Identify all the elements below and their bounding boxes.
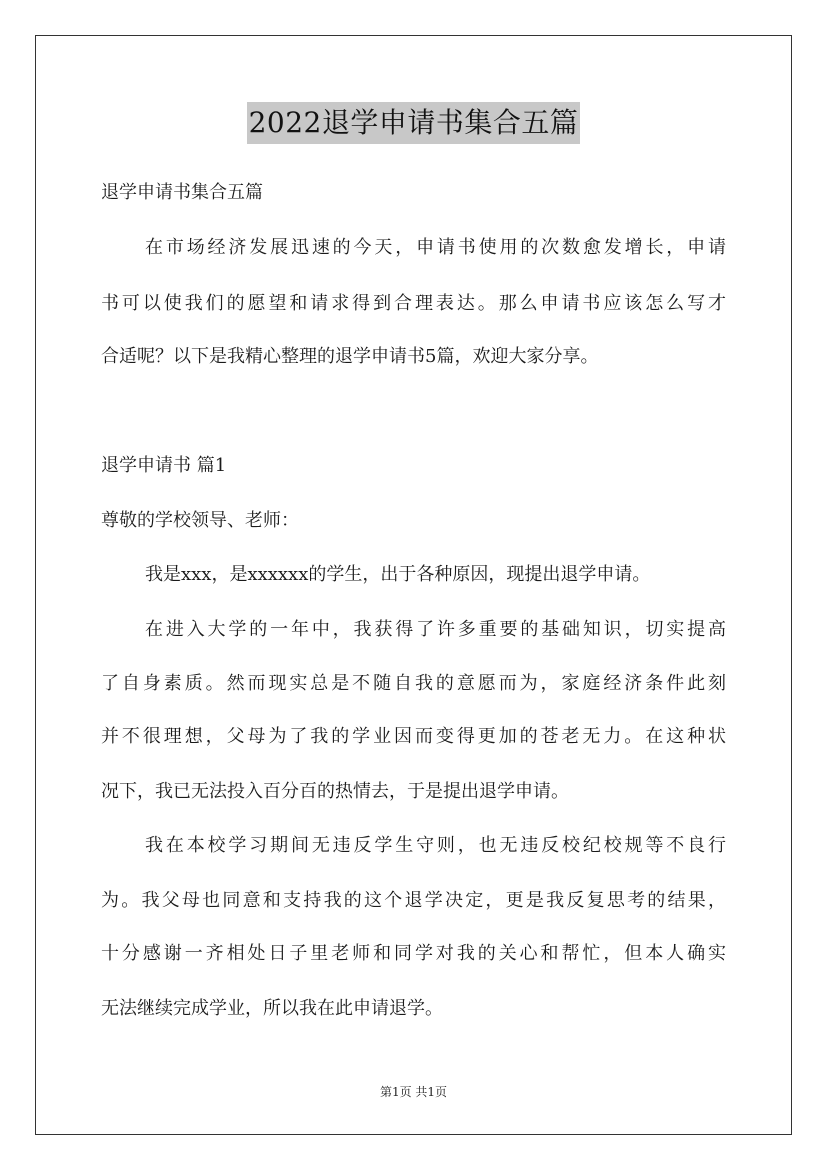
paragraph-3-line-3: 十分感谢一齐相处日子里老师和同学对我的关心和帮忙，但本人确实 [101, 943, 726, 964]
document-title: 2022退学申请书集合五篇 [247, 102, 581, 144]
intro-line-1: 在市场经济发展迅速的今天，申请书使用的次数愈发增长，申请 [145, 237, 726, 258]
page-footer: 第1页 共1页 [379, 1085, 448, 1099]
intro-line-3: 合适呢？以下是我精心整理的退学申请书5篇，欢迎大家分享。 [101, 346, 599, 367]
paragraph-3-line-1: 我在本校学习期间无违反学生守则，也无违反校纪校规等不良行 [145, 835, 726, 856]
salutation: 尊敬的学校领导、老师： [101, 510, 299, 531]
paragraph-2-line-1: 在进入大学的一年中，我获得了许多重要的基础知识，切实提高 [145, 619, 726, 640]
paragraph-3-line-2: 为。我父母也同意和支持我的这个退学决定，更是我反复思考的结果， [101, 890, 726, 911]
paragraph-1: 我是xxx，是xxxxxx的学生，出于各种原因，现提出退学申请。 [145, 564, 651, 585]
paragraph-3-line-4: 无法继续完成学业，所以我在此申请退学。 [101, 998, 443, 1019]
title-container [0, 102, 827, 144]
section-heading: 退学申请书 篇1 [101, 455, 227, 476]
document-subtitle: 退学申请书集合五篇 [101, 182, 263, 203]
intro-line-2: 书可以使我们的愿望和请求得到合理表达。那么申请书应该怎么写才 [101, 293, 726, 314]
paragraph-2-line-3: 并不很理想，父母为了我的学业因而变得更加的苍老无力。在这种状 [101, 726, 726, 747]
paragraph-2-line-4: 况下，我已无法投入百分百的热情去，于是提出退学申请。 [101, 781, 569, 802]
paragraph-2-line-2: 了自身素质。然而现实总是不随自我的意愿而为，家庭经济条件此刻 [101, 673, 726, 694]
